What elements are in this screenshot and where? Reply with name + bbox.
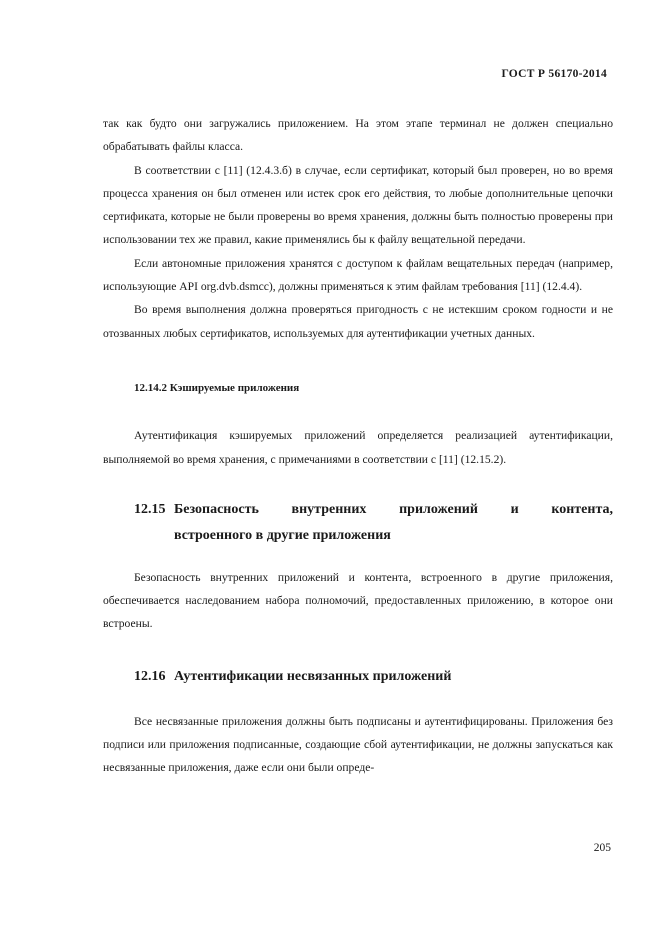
paragraph-embedded-content-security: Безопасность внутренних приложений и контента, встроенного в другие приложения, обеспечивается наследованием набора полномочий, предоставленных приложению, в которое они встроены.	[103, 570, 613, 631]
page-content	[103, 112, 613, 780]
paragraph-cached-apps-authentication: Аутентификация кэшируемых приложений определяется реализацией аутентификации, выполняемой во время хранения, с примечаниями в соответствии с [11] (12.15.2).	[103, 429, 613, 466]
section-heading-12-15	[103, 497, 613, 549]
subsection-heading-cached-apps: 12.14.2 Кэшируемые приложения	[134, 381, 300, 394]
document-code-header: ГОСТ Р 56170-2014	[501, 68, 607, 80]
paragraph-continuation: так как будто они загружались приложением. На этом этапе терминал не должен специально обрабатывать файлы класса.	[103, 117, 613, 154]
page-number: 205	[593, 842, 611, 854]
section-number: 12.15	[134, 501, 166, 517]
paragraph-broadcast-file-access: Если автономные приложения хранятся с доступом к файлам вещательных передач (например, использующие API org.dvb.dsmcc), должны применяться к этим файлам требования [11] (12.4.4).	[103, 256, 613, 294]
paragraph-runtime-validity: Во время выполнения должна проверяться пригодность с не истекшим сроком годности и не отозванных любых сертификатов, используемых для аутентификации учетных данных.	[103, 303, 613, 340]
paragraph-unbound-apps-authentication: Все несвязанные приложения должны быть подписаны и аутентифицированы. Приложения без подписи или приложения подписанные, создающие сбой аутентификации, не должны запускаться как несвязанные приложения, даже если они были опреде-	[103, 714, 613, 775]
section-title-line2: встроенного в другие приложения	[174, 527, 391, 543]
section-title-line1: Безопасность внутренних приложений и контента,	[174, 501, 613, 517]
paragraph-certificate-revocation: В соответствии с [11] (12.4.3.б) в случае, если сертификат, который был проверен, но во время процесса хранения он был отменен или истек срок его действия, то любые дополнительные цепочки сертификата, которые не были проверены во время хранения, должны быть полностью проверены при использовании тех же правил, какие применялись бы к файлу вещательной передачи.	[103, 163, 613, 247]
section-title: Аутентификации несвязанных приложений	[174, 668, 452, 684]
section-heading-12-16	[103, 664, 613, 690]
section-number: 12.16	[134, 668, 166, 684]
section-title	[174, 497, 613, 549]
